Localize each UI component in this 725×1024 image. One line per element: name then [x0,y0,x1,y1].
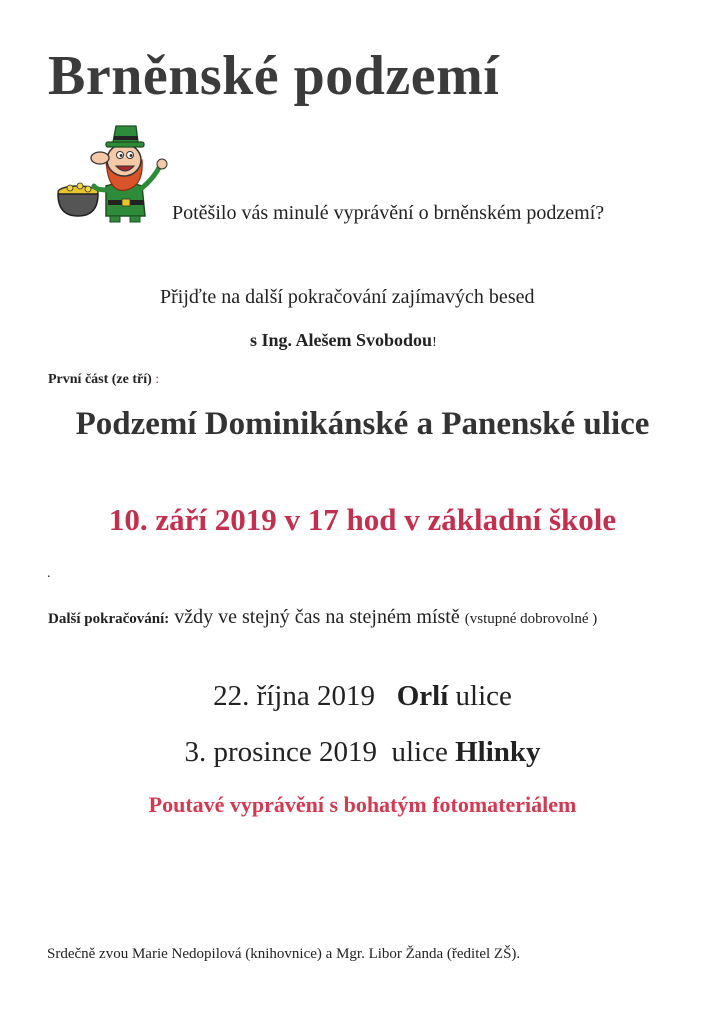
date-1-place: Orlí [396,680,449,712]
speaker-name: s Ing. Alešem Svobodou [250,330,433,350]
footer-text: Srdečně zvou Marie Nedopilová (knihovnice) a Mgr. Libor Žanda (ředitel ZŠ). [47,946,521,962]
continuation-label: Další pokračování: [48,611,170,627]
date-line-1 [0,680,725,713]
date-line-2 [0,736,725,769]
date-1-suffix: ulice [455,680,512,712]
speaker-exclamation: ! [432,335,437,350]
stray-dot: . [47,566,51,581]
continuation-note: (vstupné dobrovolné ) [464,611,598,627]
part-title: Podzemí Dominikánské a Panenské ulice [75,406,650,442]
event-date: 10. září 2019 v 17 hod v základní škole [108,502,617,537]
date-2-prefix: ulice [391,736,448,768]
date-2-place: Hlinky [455,736,541,768]
part-label-colon: : [155,372,160,387]
continuation-text: vždy ve stejný čas na stejném místě [174,606,460,628]
part-label [48,372,159,388]
speaker-line [250,330,437,351]
tagline: Poutavé vyprávění s bohatým fotomateriálem [148,792,577,817]
page-title: Brněnské podzemí [48,45,500,107]
intro-text: Potěšilo vás minulé vyprávění o brněnském podzemí? [172,202,605,224]
date-2-date: 3. prosince 2019 [184,736,377,768]
invite-text: Přijďte na další pokračování zajímavých besed [160,286,535,308]
part-label-text: První část (ze tří) [48,372,152,387]
leprechaun-icon [50,124,175,224]
date-1-date: 22. října 2019 [213,680,375,712]
continuation-line [48,606,597,629]
